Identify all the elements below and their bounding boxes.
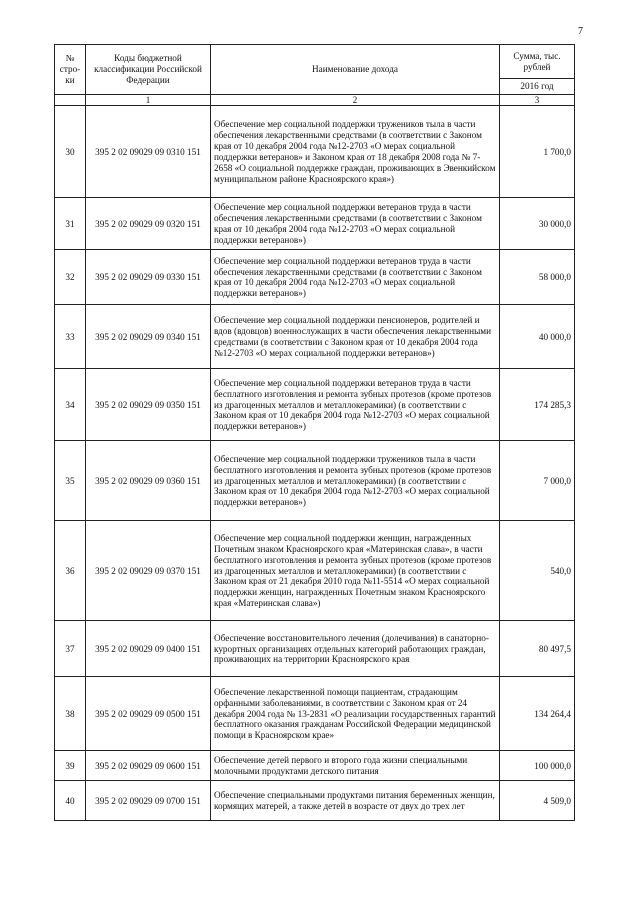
income-sum: 174 285,3 bbox=[500, 369, 575, 441]
income-sum: 4 509,0 bbox=[500, 781, 575, 821]
table-row bbox=[55, 305, 575, 369]
table-row bbox=[55, 106, 575, 198]
column-index-row bbox=[55, 94, 575, 106]
budget-code: 395 2 02 09029 09 0400 151 bbox=[86, 621, 211, 677]
income-name: Обеспечение мер социальной поддержки ветеранов труда в части бесплатного изготовления и ремонта зубных протезов (кроме протезов из драгоценных металлов и металлокерамики) (в соответствии с Законом края от 10 декабря 2004 года №12-2703 «О мерах социальной поддержки ветеранов») bbox=[211, 369, 500, 441]
income-name: Обеспечение мер социальной поддержки тружеников тыла в части обеспечения лекарственными средствами (в соответствии с Законом края от 10 декабря 2004 года №12-2703 «О мерах социальной поддержки ветеранов» и Законом края от 18 декабря 2008 года № 7-2658 «О социальной поддержке граждан, проживающих в Эвенкийском муниципальном районе Красноярского края») bbox=[211, 106, 500, 198]
income-sum: 134 264,4 bbox=[500, 677, 575, 751]
income-sum: 80 497,5 bbox=[500, 621, 575, 677]
budget-code: 395 2 02 09029 09 0600 151 bbox=[86, 751, 211, 781]
table-row bbox=[55, 677, 575, 751]
income-name: Обеспечение детей первого и второго года жизни специальными молочными продуктами детского питания bbox=[211, 751, 500, 781]
row-number: 35 bbox=[55, 441, 86, 521]
table-row bbox=[55, 751, 575, 781]
header-income-name: Наименование дохода bbox=[211, 45, 500, 95]
income-sum: 58 000,0 bbox=[500, 250, 575, 305]
table-row bbox=[55, 250, 575, 305]
income-sum: 1 700,0 bbox=[500, 106, 575, 198]
income-name: Обеспечение мер социальной поддержки женщин, награжденных Почетным знаком Красноярского края «Материнская слава», в части бесплатного изготовления и ремонта зубных протезов (кроме протезов из драгоценных металлов и металлокерамики) (в соответствии с Законом края от 21 декабря 2010 года №11-5514 «О мерах социальной поддержки женщин, награжденных Почетным знаком Красноярского края «Материнская слава») bbox=[211, 521, 500, 621]
header-row-number: № стро-ки bbox=[55, 45, 86, 95]
table-row bbox=[55, 521, 575, 621]
column-index-empty bbox=[55, 94, 86, 106]
income-name: Обеспечение мер социальной поддержки тружеников тыла в части бесплатного изготовления и ремонта зубных протезов (кроме протезов из драгоценных металлов и металлокерамики) (в соответствии с Законом края от 10 декабря 2004 года №12-2703 «О мерах социальной поддержки ветеранов») bbox=[211, 441, 500, 521]
row-number: 33 bbox=[55, 305, 86, 369]
budget-code: 395 2 02 09029 09 0320 151 bbox=[86, 198, 211, 250]
income-name: Обеспечение мер социальной поддержки ветеранов труда в части обеспечения лекарственными средствами (в соответствии с Законом края от 10 декабря 2004 года №12-2703 «О мерах социальной поддержки ветеранов») bbox=[211, 250, 500, 305]
budget-code: 395 2 02 09029 09 0360 151 bbox=[86, 441, 211, 521]
header-sum: Сумма, тыс. рублей bbox=[500, 45, 575, 79]
income-sum: 100 000,0 bbox=[500, 751, 575, 781]
table-row bbox=[55, 621, 575, 677]
row-number: 30 bbox=[55, 106, 86, 198]
header-row bbox=[55, 45, 575, 79]
table-row bbox=[55, 441, 575, 521]
row-number: 40 bbox=[55, 781, 86, 821]
income-sum: 540,0 bbox=[500, 521, 575, 621]
income-name: Обеспечение мер социальной поддержки пенсионеров, родителей и вдов (вдовцов) военнослужащих в части обеспечения лекарственными средствами (в соответствии с Законом края от 10 декабря 2004 года №12-2703 «О мерах социальной поддержки ветеранов») bbox=[211, 305, 500, 369]
row-number: 39 bbox=[55, 751, 86, 781]
budget-code: 395 2 02 09029 09 0330 151 bbox=[86, 250, 211, 305]
income-name: Обеспечение мер социальной поддержки ветеранов труда в части обеспечения лекарственными средствами (в соответствии с Законом края от 10 декабря 2004 года №12-2703 «О мерах социальной поддержки ветеранов») bbox=[211, 198, 500, 250]
budget-income-table bbox=[54, 44, 575, 821]
income-sum: 40 000,0 bbox=[500, 305, 575, 369]
budget-code: 395 2 02 09029 09 0340 151 bbox=[86, 305, 211, 369]
header-budget-codes: Коды бюджетной классификации Российской Федерации bbox=[86, 45, 211, 95]
row-number: 34 bbox=[55, 369, 86, 441]
income-name: Обеспечение лекарственной помощи пациентам, страдающим орфанными заболеваниями, в соответствии с Законом края от 24 декабря 2004 года № 13-2831 «О реализации государственных гарантий бесплатного оказания гражданам Российской Федерации медицинской помощи в Красноярском крае» bbox=[211, 677, 500, 751]
column-index: 2 bbox=[211, 94, 500, 106]
row-number: 37 bbox=[55, 621, 86, 677]
column-index: 1 bbox=[86, 94, 211, 106]
budget-code: 395 2 02 09029 09 0500 151 bbox=[86, 677, 211, 751]
income-name: Обеспечение специальными продуктами питания беременных женщин, кормящих матерей, а также детей в возрасте от двух до трех лет bbox=[211, 781, 500, 821]
row-number: 32 bbox=[55, 250, 86, 305]
budget-code: 395 2 02 09029 09 0700 151 bbox=[86, 781, 211, 821]
page-number: 7 bbox=[578, 26, 583, 37]
column-index: 3 bbox=[500, 94, 575, 106]
income-name: Обеспечение восстановительного лечения (долечивания) в санаторно-курортных организациях отдельных категорий работающих граждан, проживающих на территории Красноярского края bbox=[211, 621, 500, 677]
income-sum: 30 000,0 bbox=[500, 198, 575, 250]
header-year: 2016 год bbox=[500, 79, 575, 95]
table-row bbox=[55, 781, 575, 821]
row-number: 31 bbox=[55, 198, 86, 250]
row-number: 36 bbox=[55, 521, 86, 621]
budget-code: 395 2 02 09029 09 0350 151 bbox=[86, 369, 211, 441]
table-row bbox=[55, 198, 575, 250]
income-sum: 7 000,0 bbox=[500, 441, 575, 521]
table-row bbox=[55, 369, 575, 441]
budget-code: 395 2 02 09029 09 0370 151 bbox=[86, 521, 211, 621]
row-number: 38 bbox=[55, 677, 86, 751]
budget-code: 395 2 02 09029 09 0310 151 bbox=[86, 106, 211, 198]
